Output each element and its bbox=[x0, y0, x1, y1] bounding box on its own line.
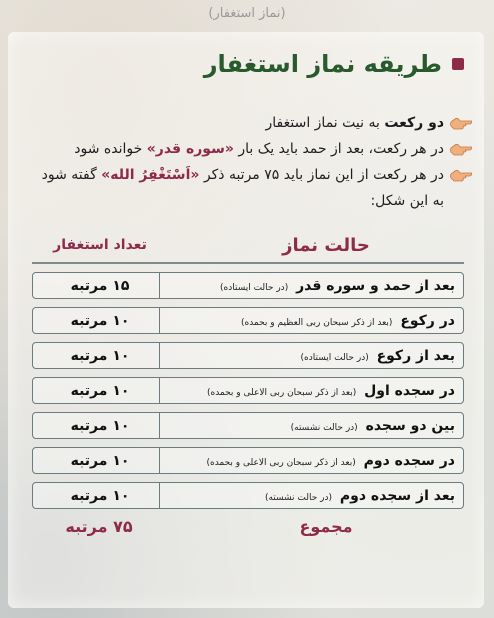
intro-line-1-text: به نیت نماز استغفار bbox=[265, 115, 385, 131]
table-rows bbox=[32, 272, 464, 509]
row-note: (بعد از ذکر سبحان ربی الاعلی و بحمده) bbox=[206, 387, 357, 398]
intro-line-2-quote: «سوره قدر» bbox=[146, 141, 234, 157]
header-count: تعداد استغفار bbox=[53, 237, 147, 253]
square-icon bbox=[452, 58, 464, 70]
pointing-hand-icon bbox=[450, 168, 472, 182]
intro-sub bbox=[32, 188, 472, 214]
row-step: در رکوع bbox=[400, 312, 455, 329]
row-note: (بعد از ذکر سبحان ربی الاعلی و بحمده) bbox=[206, 457, 356, 468]
pointing-hand-icon bbox=[450, 142, 472, 156]
total-label: مجموع bbox=[299, 517, 353, 536]
row-note: (بعد از ذکر سبحان ربی العظیم و بحمده) bbox=[240, 317, 393, 328]
intro-list bbox=[32, 110, 472, 214]
header-prayer-state: حالت نماز bbox=[282, 234, 370, 256]
row-step: بعد از رکوع bbox=[376, 347, 455, 364]
table-total bbox=[32, 517, 464, 536]
table-header bbox=[32, 228, 464, 264]
total-count: ۷۵ مرتبه bbox=[65, 517, 133, 536]
row-note: (در حالت ایستاده) bbox=[220, 282, 289, 293]
table-row bbox=[32, 447, 464, 474]
row-count: ۱۰ مرتبه bbox=[41, 413, 160, 438]
row-step: بعد از سجده دوم bbox=[339, 487, 455, 504]
intro-line-1-bold: دو رکعت bbox=[384, 115, 444, 131]
intro-line-1 bbox=[32, 110, 472, 136]
intro-line-3-text: در هر رکعت از این نماز باید ۷۵ مرتبه ذکر bbox=[199, 167, 444, 183]
title-row bbox=[204, 50, 464, 78]
table-row bbox=[32, 412, 464, 439]
page-title: طریقه نماز استغفار bbox=[203, 50, 442, 78]
row-step: در سجده اول bbox=[364, 382, 455, 399]
table-row bbox=[32, 377, 464, 404]
table-row bbox=[32, 482, 464, 509]
intro-line-2-text: در هر رکعت، بعد از حمد باید یک بار bbox=[233, 141, 444, 157]
intro-line-3 bbox=[32, 162, 472, 188]
intro-line-2-tail: خوانده شود bbox=[74, 141, 147, 157]
row-note: (در حالت نشسته) bbox=[264, 492, 333, 503]
header-tag: (نماز استغفار) bbox=[208, 6, 286, 21]
row-step: در سجده دوم bbox=[363, 452, 455, 469]
table-row bbox=[32, 272, 464, 299]
row-note: (در حالت نشسته) bbox=[290, 422, 358, 433]
row-count: ۱۰ مرتبه bbox=[41, 483, 160, 508]
intro-line-2 bbox=[32, 136, 472, 162]
row-note: (در حالت ایستاده) bbox=[300, 352, 369, 363]
pointing-hand-icon bbox=[450, 116, 472, 130]
row-count: ۱۵ مرتبه bbox=[41, 273, 160, 298]
row-count: ۱۰ مرتبه bbox=[41, 378, 160, 403]
intro-line-3-quote: «اَسْتَغْفِرُ الله» bbox=[101, 167, 200, 183]
intro-sub-text: به این شکل: bbox=[370, 193, 444, 209]
row-count: ۱۰ مرتبه bbox=[41, 448, 160, 473]
table-row bbox=[32, 307, 464, 334]
row-count: ۱۰ مرتبه bbox=[41, 343, 160, 368]
row-count: ۱۰ مرتبه bbox=[41, 308, 160, 333]
table-row bbox=[32, 342, 464, 369]
row-step: بین دو سجده bbox=[365, 417, 455, 434]
intro-line-3-tail: گفته شود bbox=[41, 167, 102, 183]
row-step: بعد از حمد و سوره قدر bbox=[296, 277, 455, 294]
prayer-table bbox=[32, 228, 464, 536]
